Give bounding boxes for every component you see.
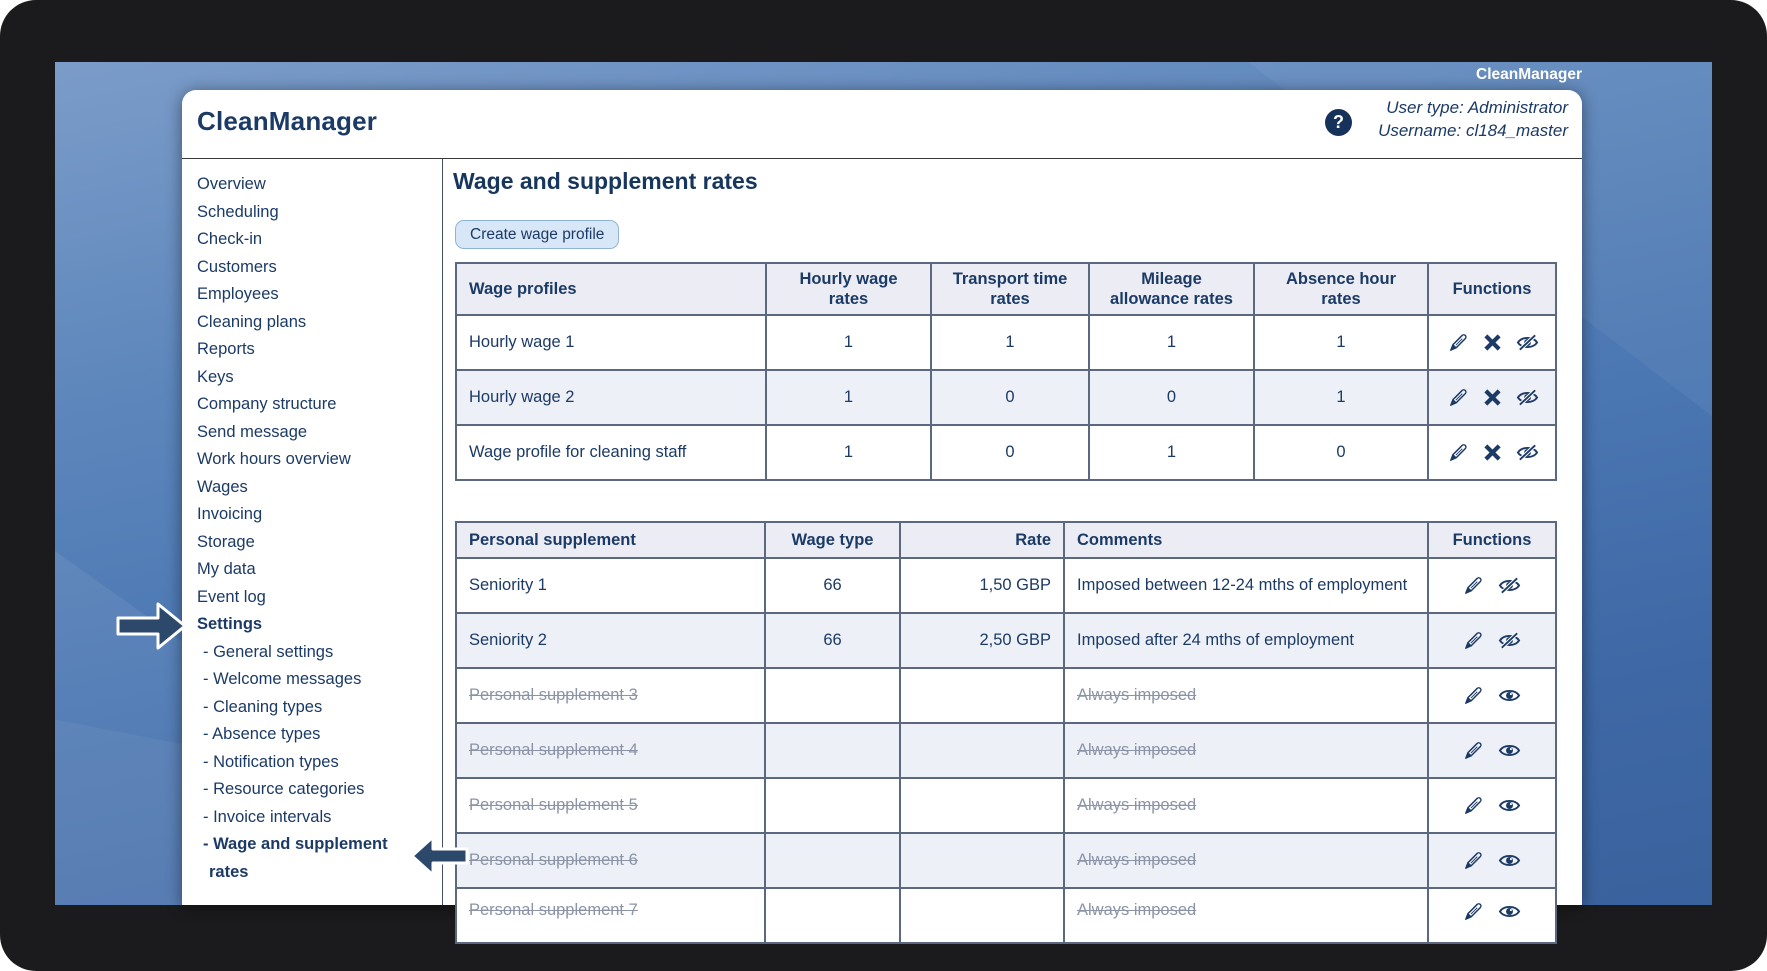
table-cell: Hourly wage 1 <box>456 315 766 370</box>
personal-supplements-header-row <box>456 522 1556 558</box>
table-cell: Always imposed <box>1064 668 1428 723</box>
column-header-absence-hour-rates: Absence hour rates <box>1254 263 1428 315</box>
functions-cell <box>1428 370 1556 425</box>
edit-pencil-icon[interactable] <box>1463 630 1484 651</box>
personal-supplements-table <box>455 521 1557 944</box>
delete-x-icon[interactable] <box>1483 333 1502 352</box>
table-cell: Seniority 2 <box>456 613 765 668</box>
column-header-functions: Functions <box>1428 263 1556 315</box>
table-cell: Personal supplement 5 <box>456 778 765 833</box>
wage-profile-row <box>456 425 1556 480</box>
table-cell <box>900 723 1064 778</box>
functions-cell <box>1428 888 1556 943</box>
table-cell: 1 <box>931 315 1089 370</box>
eye-hidden-icon[interactable] <box>1498 577 1521 594</box>
sidebar-item-overview[interactable]: Overview <box>197 175 266 193</box>
table-cell: 1 <box>1254 315 1428 370</box>
functions-cell <box>1428 425 1556 480</box>
sidebar-item-absence-types[interactable]: - Absence types <box>203 725 321 743</box>
sidebar-list <box>182 159 442 886</box>
sidebar-item-reports[interactable]: Reports <box>197 340 255 358</box>
table-cell: Hourly wage 2 <box>456 370 766 425</box>
main-content <box>443 159 1582 919</box>
column-header-mileage-allowance-rates: Mileage allowance rates <box>1089 263 1254 315</box>
sidebar-item-settings[interactable]: Settings <box>197 615 263 633</box>
sidebar-nav <box>182 159 442 905</box>
edit-pencil-icon[interactable] <box>1463 575 1484 596</box>
table-cell <box>765 888 900 943</box>
eye-hidden-icon[interactable] <box>1516 444 1539 461</box>
table-cell: 1 <box>766 370 931 425</box>
column-header-personal-supplement: Personal supplement <box>456 522 765 558</box>
table-cell: Always imposed <box>1064 778 1428 833</box>
wage-profiles-header-row <box>456 263 1556 315</box>
sidebar-item-wage-and-supplement-rates[interactable]: - Wage and supplement rates <box>203 835 388 881</box>
table-cell: Always imposed <box>1064 723 1428 778</box>
column-header-functions: Functions <box>1428 522 1556 558</box>
sidebar-item-scheduling[interactable]: Scheduling <box>197 202 279 221</box>
sidebar-item-keys[interactable]: Keys <box>197 367 234 386</box>
table-cell: 2,50 GBP <box>900 613 1064 668</box>
settings-pointer-arrow <box>116 601 188 651</box>
sidebar-item-cleaning-types[interactable]: - Cleaning types <box>203 697 323 716</box>
edit-pencil-icon[interactable] <box>1448 387 1469 408</box>
help-icon[interactable]: ? <box>1325 109 1352 136</box>
sidebar-item-cleaning-plans[interactable]: Cleaning plans <box>197 312 307 331</box>
functions-cell <box>1428 558 1556 613</box>
sidebar-item-my-data[interactable]: My data <box>197 560 256 578</box>
wage-rates-pointer-arrow <box>409 834 469 878</box>
sidebar-item-invoicing[interactable]: Invoicing <box>197 505 263 523</box>
table-cell: Always imposed <box>1064 833 1428 888</box>
table-cell: Seniority 1 <box>456 558 765 613</box>
table-cell: 1 <box>1089 425 1254 480</box>
table-cell: 1 <box>1254 370 1428 425</box>
table-cell <box>765 778 900 833</box>
eye-visible-icon[interactable] <box>1498 903 1521 920</box>
column-header-transport-time-rates: Transport time rates <box>931 263 1089 315</box>
sidebar-item-wages[interactable]: Wages <box>197 477 248 496</box>
table-cell: Personal supplement 6 <box>456 833 765 888</box>
table-cell: Wage profile for cleaning staff <box>456 425 766 480</box>
personal-supplement-row <box>456 613 1556 668</box>
table-cell <box>765 723 900 778</box>
table-cell: 0 <box>931 370 1089 425</box>
functions-cell <box>1428 723 1556 778</box>
eye-visible-icon[interactable] <box>1498 852 1521 869</box>
delete-x-icon[interactable] <box>1483 388 1502 407</box>
eye-hidden-icon[interactable] <box>1498 632 1521 649</box>
sidebar-item-customers[interactable]: Customers <box>197 257 277 276</box>
functions-cell <box>1428 613 1556 668</box>
table-cell: Personal supplement 7 <box>456 888 765 943</box>
eye-hidden-icon[interactable] <box>1516 389 1539 406</box>
sidebar-item-employees[interactable]: Employees <box>197 285 279 303</box>
delete-x-icon[interactable] <box>1483 443 1502 462</box>
user-type-label: User type: Administrator <box>1386 98 1568 117</box>
column-header-wage-profiles: Wage profiles <box>456 263 766 315</box>
table-cell <box>900 888 1064 943</box>
sidebar-item-send-message[interactable]: Send message <box>197 422 308 441</box>
create-wage-profile-button[interactable]: Create wage profile <box>455 220 619 249</box>
page-title: Wage and supplement rates <box>453 168 758 194</box>
column-header-rate: Rate <box>900 522 1064 558</box>
table-cell: 1 <box>766 315 931 370</box>
edit-pencil-icon[interactable] <box>1448 332 1469 353</box>
eye-visible-icon[interactable] <box>1498 797 1521 814</box>
table-cell: 66 <box>765 558 900 613</box>
eye-hidden-icon[interactable] <box>1516 334 1539 351</box>
table-cell: 0 <box>1089 370 1254 425</box>
wage-profile-row <box>456 315 1556 370</box>
table-cell: 0 <box>931 425 1089 480</box>
table-cell: Personal supplement 3 <box>456 668 765 723</box>
table-cell: 66 <box>765 613 900 668</box>
sidebar-item-resource-categories[interactable]: - Resource categories <box>203 780 365 798</box>
edit-pencil-icon[interactable] <box>1463 740 1484 761</box>
personal-supplement-row <box>456 833 1556 888</box>
table-cell <box>900 833 1064 888</box>
personal-supplement-row <box>456 668 1556 723</box>
personal-supplement-row <box>456 723 1556 778</box>
table-cell <box>765 833 900 888</box>
table-cell: 1 <box>1089 315 1254 370</box>
sidebar-item-check-in[interactable]: Check-in <box>197 230 263 248</box>
column-header-wage-type: Wage type <box>765 522 900 558</box>
username-label: Username: cl184_master <box>1378 120 1568 140</box>
window-title-label: CleanManager <box>1476 66 1582 83</box>
eye-visible-icon[interactable] <box>1498 687 1521 704</box>
wage-profiles-table <box>455 262 1557 481</box>
table-cell: 1 <box>766 425 931 480</box>
functions-cell <box>1428 833 1556 888</box>
table-cell: Imposed after 24 mths of employment <box>1064 613 1428 668</box>
sidebar-item-notification-types[interactable]: - Notification types <box>203 752 339 771</box>
table-cell: Always imposed <box>1064 888 1428 943</box>
edit-pencil-icon[interactable] <box>1448 442 1469 463</box>
edit-pencil-icon[interactable] <box>1463 685 1484 706</box>
edit-pencil-icon[interactable] <box>1463 901 1484 922</box>
sidebar-item-company-structure[interactable]: Company structure <box>197 395 337 413</box>
app-window <box>182 90 1582 919</box>
table-cell <box>900 668 1064 723</box>
eye-visible-icon[interactable] <box>1498 742 1521 759</box>
table-cell <box>765 668 900 723</box>
sidebar-item-general-settings[interactable]: - General settings <box>203 642 334 661</box>
functions-cell <box>1428 315 1556 370</box>
functions-cell <box>1428 778 1556 833</box>
personal-supplement-row <box>456 778 1556 833</box>
table-cell: Imposed between 12-24 mths of employment <box>1064 558 1428 613</box>
sidebar-item-welcome-messages[interactable]: - Welcome messages <box>203 670 362 688</box>
user-info <box>1378 97 1568 142</box>
table-cell <box>900 778 1064 833</box>
edit-pencil-icon[interactable] <box>1463 795 1484 816</box>
sidebar-item-invoice-intervals[interactable]: - Invoice intervals <box>203 807 332 826</box>
app-logo: CleanManager <box>197 106 378 136</box>
table-cell: 1,50 GBP <box>900 558 1064 613</box>
personal-supplement-row <box>456 558 1556 613</box>
table-cell: 0 <box>1254 425 1428 480</box>
sidebar-item-work-hours-overview[interactable]: Work hours overview <box>197 450 351 468</box>
sidebar-item-event-log[interactable]: Event log <box>197 587 266 606</box>
wage-profile-row <box>456 370 1556 425</box>
column-header-comments: Comments <box>1064 522 1428 558</box>
personal-supplement-row <box>456 888 1556 943</box>
edit-pencil-icon[interactable] <box>1463 850 1484 871</box>
column-header-hourly-wage-rates: Hourly wage rates <box>766 263 931 315</box>
table-cell: Personal supplement 4 <box>456 723 765 778</box>
sidebar-item-storage[interactable]: Storage <box>197 532 255 551</box>
functions-cell <box>1428 668 1556 723</box>
